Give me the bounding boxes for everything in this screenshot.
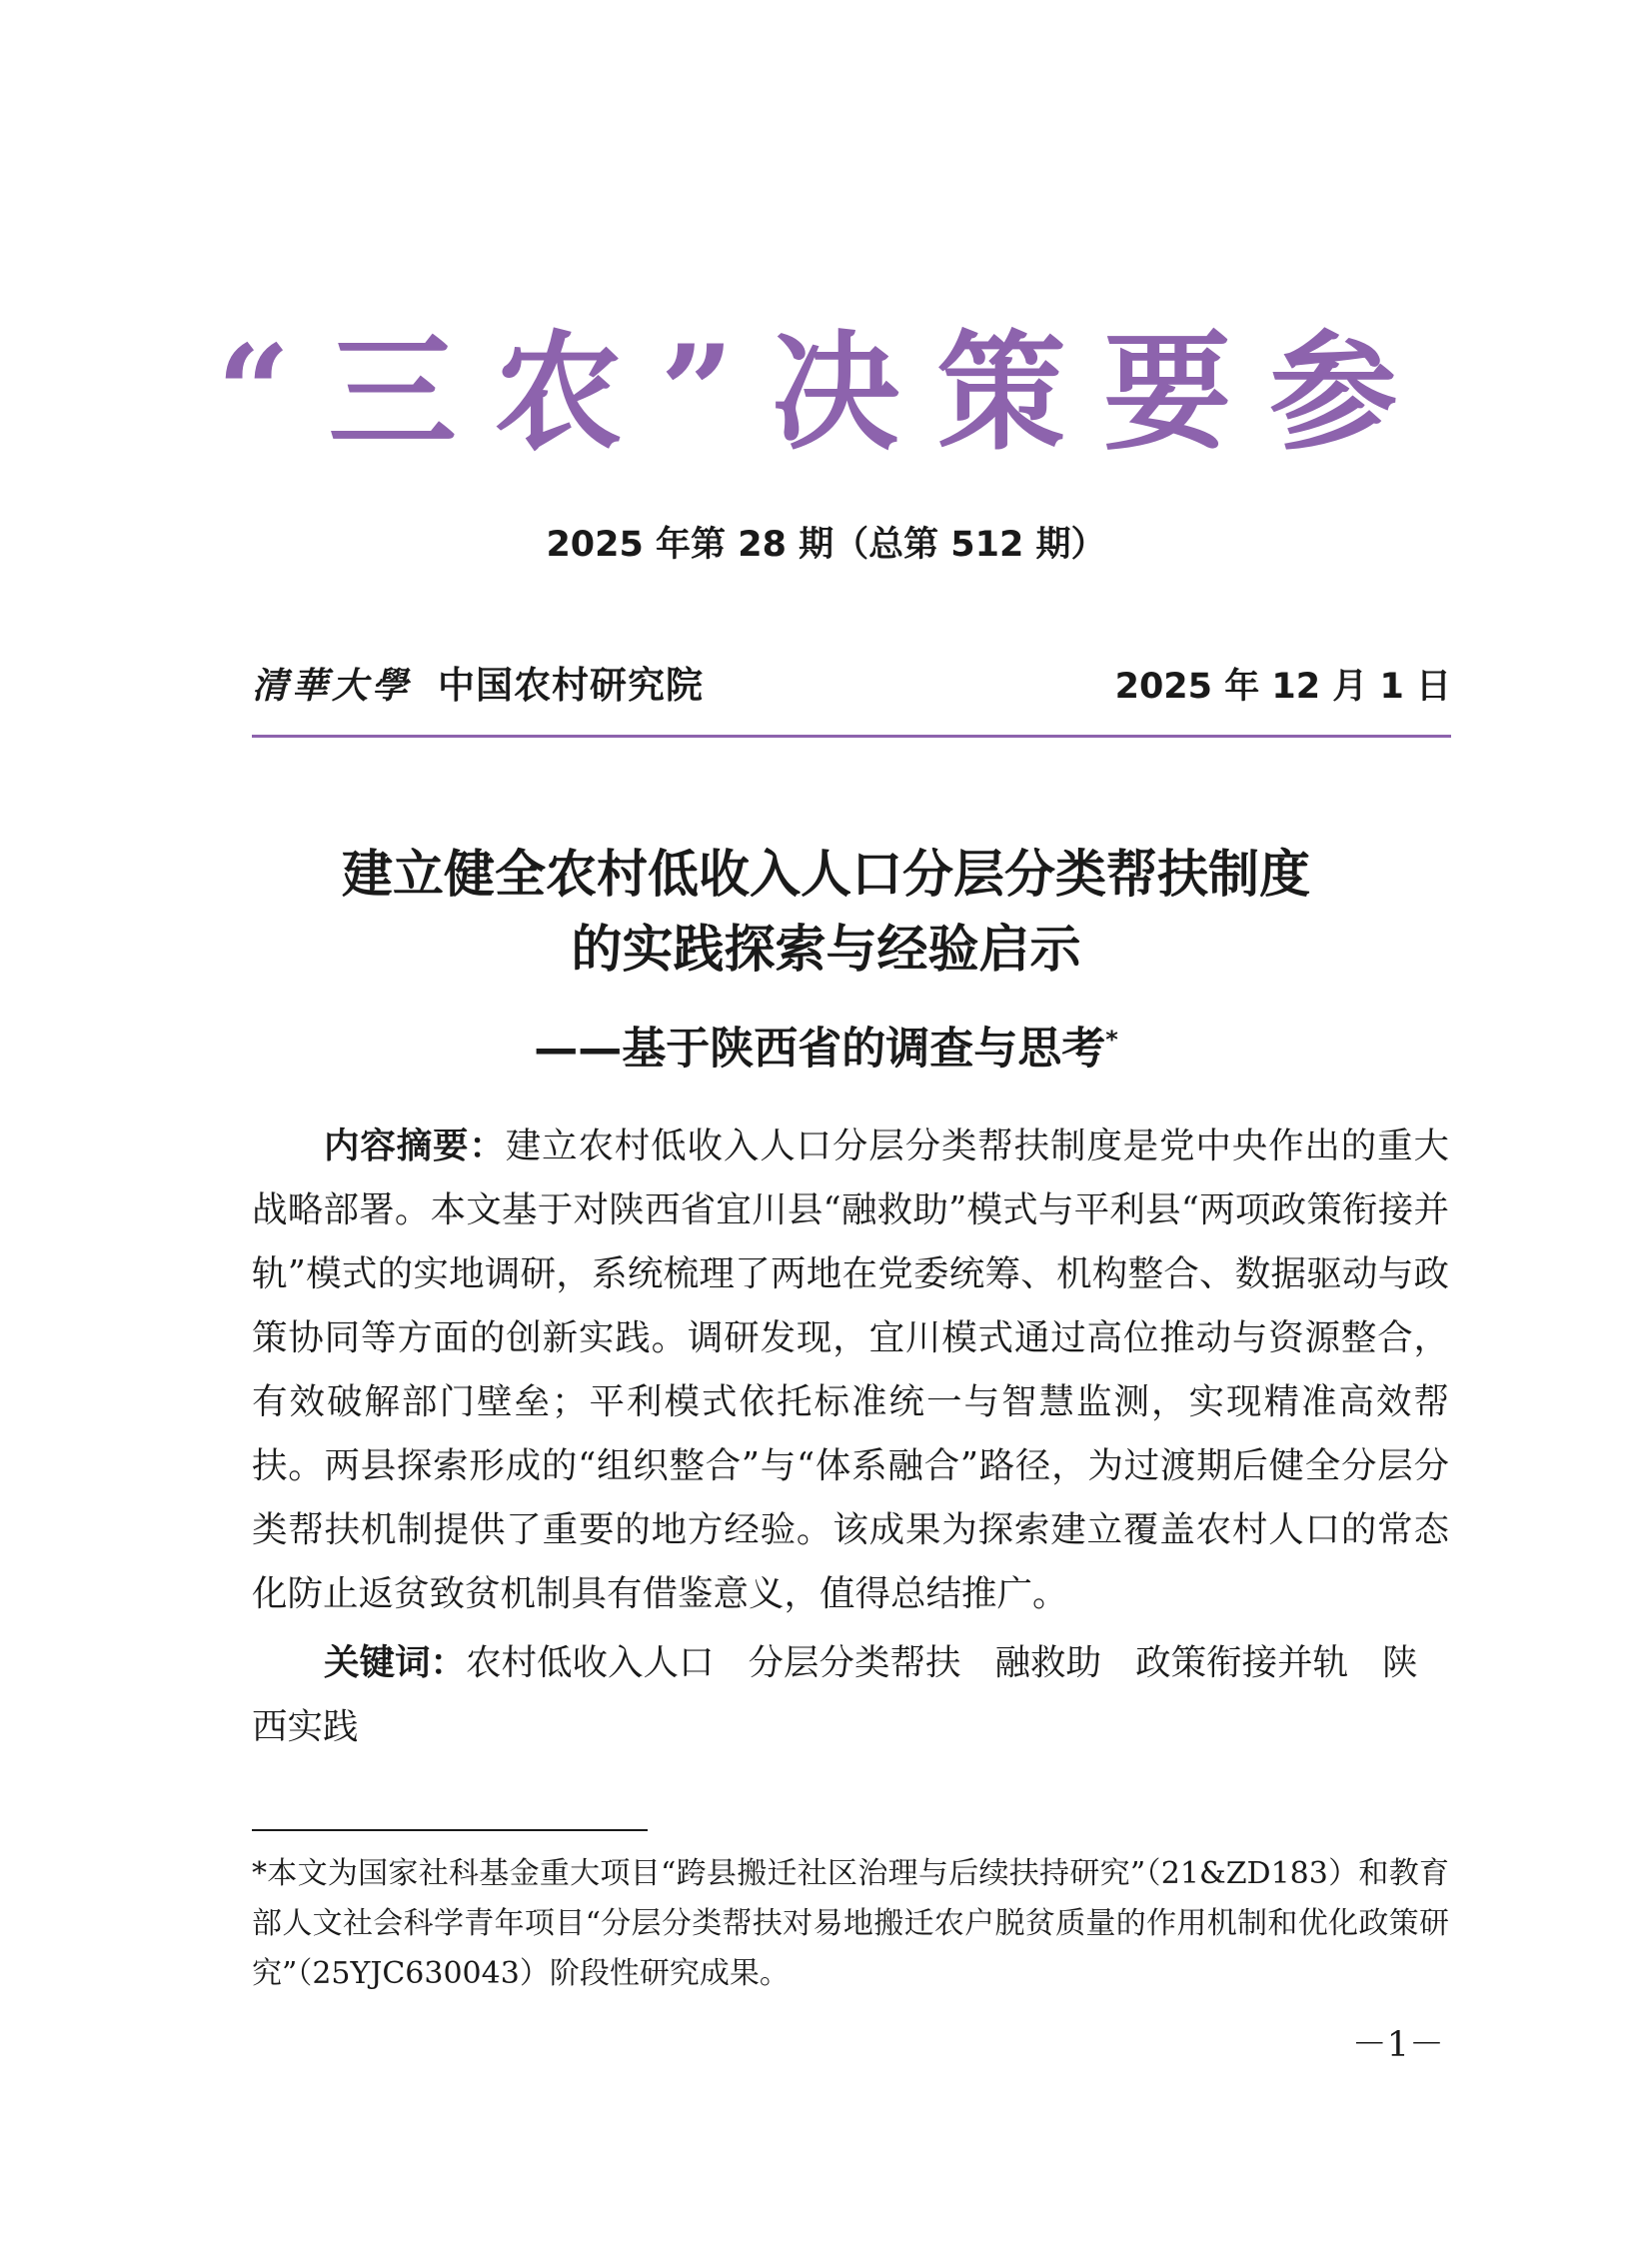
university-logo: 清華大學 xyxy=(252,665,413,707)
footnote: *本文为国家社科基金重大项目“跨县搬迁社区治理与后续扶持研究”（21&ZD183）和教育部人文社会科学青年项目“分层分类帮扶对易地搬迁农户脱贫质量的作用机制和优化政策研究”（25YJC630043）阶段性研究成果。 xyxy=(252,1856,1449,1991)
keyword: 融救助 xyxy=(994,1642,1102,1683)
header-divider xyxy=(252,735,1451,738)
abstract-label: 内容摘要： xyxy=(324,1125,506,1166)
footnote-marker: * xyxy=(1105,1026,1118,1054)
publish-date: 2025 年 12 月 1 日 xyxy=(1114,667,1451,707)
keywords-label: 关键词： xyxy=(324,1642,467,1683)
keyword: 陕西实践 xyxy=(252,1642,1418,1747)
abstract xyxy=(252,1115,1449,1626)
abstract-text: 建立农村低收入人口分层分类帮扶制度是党中央作出的重大战略部署。本文基于对陕西省宜川县“融救助”模式与平利县“两项政策衔接并轨”模式的实地调研，系统梳理了两地在党委统筹、机构整合、数据驱动与政策协同等方面的创新实践。调研发现，宜川模式通过高位推动与资源整合，有效破解部门壁垒；平利模式依托标准统一与智慧监测，实现精准高效帮扶。两县探索形成的“组织整合”与“体系融合”路径，为过渡期后健全分层分类帮扶机制提供了重要的地方经验。该成果为探索建立覆盖农村人口的常态化防止返贫致贫机制具有借鉴意义，值得总结推广。 xyxy=(252,1125,1449,1614)
publisher-row xyxy=(252,655,1451,715)
institute-name: 中国农村研究院 xyxy=(438,664,705,707)
issue-number: 2025 年第 28 期（总第 512 期） xyxy=(546,525,1106,565)
title-line-2: 的实践探索与经验启示 xyxy=(571,921,1081,980)
keyword: 政策衔接并轨 xyxy=(1135,1642,1349,1683)
keyword: 农村低收入人口 xyxy=(466,1642,715,1683)
keyword: 分层分类帮扶 xyxy=(748,1642,961,1683)
keywords xyxy=(252,1631,1449,1759)
footnote-divider xyxy=(252,1829,648,1831)
publisher xyxy=(252,655,704,709)
subtitle-text: ——基于陕西省的调查与思考 xyxy=(534,1023,1106,1075)
page-number: －1－ xyxy=(1351,2025,1444,2065)
title-line-1: 建立健全农村低收入人口分层分类帮扶制度 xyxy=(341,846,1310,905)
article-subtitle xyxy=(0,1010,1652,1080)
article-title xyxy=(0,838,1652,988)
masthead-title: “三农”决策要参 xyxy=(216,318,1436,468)
